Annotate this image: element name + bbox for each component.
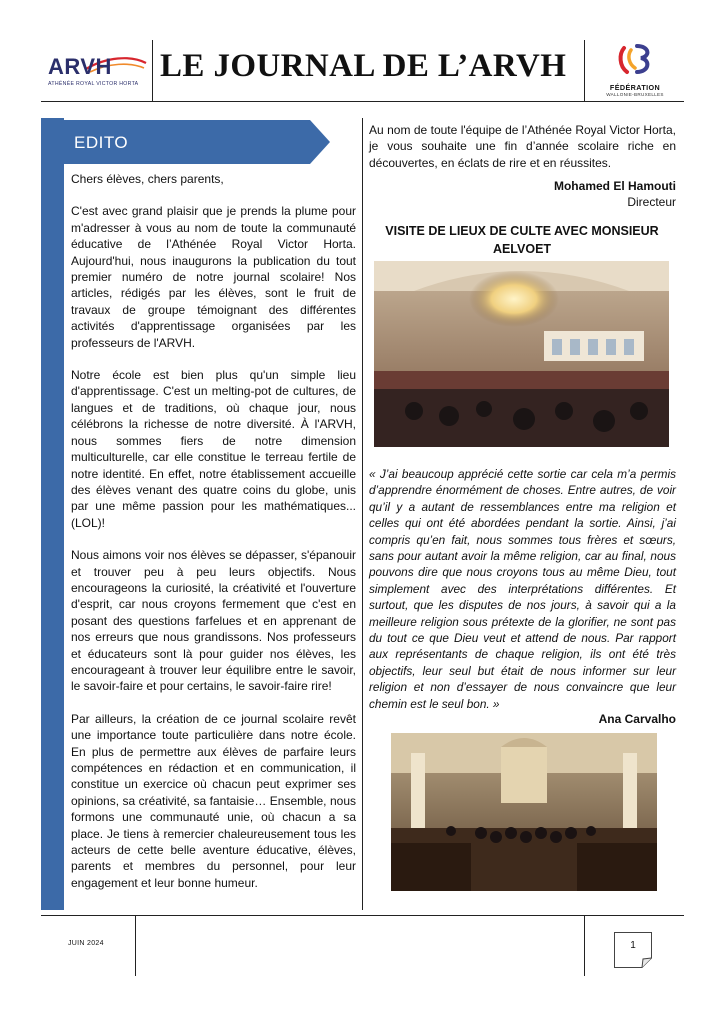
mosque-photo xyxy=(374,261,669,447)
header-rule xyxy=(41,101,684,102)
fwb-logo-subtitle: WALLONIE-BRUXELLES xyxy=(606,92,664,97)
edito-paragraph: Nous aimons voir nos élèves se dépasser, s'épanouir et trouver peu à peu leurs objectifs. Nous encourageons la curiosité, la créativité et l'ouverture d'esprit, car nous croyons fermement que c'est en posant des questions farfelues et en apprenant de nos erreurs que nous grandissons. Nos professeurs et éducateurs sont là pour guider nos élèves, les encourageant à trouver leur équilibre entre le savoir, le savoir-faire et pour certains, le savoir-faire rire! xyxy=(71,548,356,694)
arvh-logo-subtitle: ATHÉNÉE ROYAL VICTOR HORTA xyxy=(48,81,139,87)
signature-name: Mohamed El Hamouti xyxy=(553,179,676,193)
synagogue-photo xyxy=(391,733,657,891)
visit-title: VISITE DE LIEUX DE CULTE AVEC MONSIEUR AELVOET xyxy=(385,224,659,256)
page-number: 1 xyxy=(630,940,636,951)
column-divider xyxy=(362,118,363,910)
edito-paragraph: Par ailleurs, la création de ce journal scolaire revêt une importance toute particulière dans notre école. En plus de permettre aux élèves de parfaire leurs compétences en rédaction et en communication, il constitue un exercice où chacun peut exprimer ses opinions, sa créativité, sa fantaisie… Ensemble, nous formons une communauté unie, où chacun a sa place. Je tiens à remercier chaleureusement tous les acteurs de cette belle aventure éducative, élèves, parents et membres du personnel, pour leur engagement et leur bonne humeur. xyxy=(71,711,356,890)
edito-heading: EDITO xyxy=(74,133,129,152)
edito-closing: Au nom de toute l'équipe de l’Athénée Royal Victor Horta, je vous souhaite une fin d’année scolaire riche en découvertes, en éclats de rire et en réussites. xyxy=(369,123,676,170)
footer-date: JUIN 2024 xyxy=(68,940,104,947)
page-title: LE JOURNAL DE L’ARVH xyxy=(160,48,567,84)
footer-rule xyxy=(41,915,684,916)
edito-body xyxy=(71,171,356,891)
edito-paragraph: Chers élèves, chers parents, xyxy=(71,172,224,186)
footer-divider-left xyxy=(135,916,136,976)
signature-role: Directeur xyxy=(627,195,676,209)
fwb-logo xyxy=(600,42,670,97)
arvh-logo-acronym: ARVH xyxy=(48,54,112,79)
quote-author: Ana Carvalho xyxy=(598,712,676,726)
header-divider-left xyxy=(152,40,153,101)
fwb-logo-name: FÉDÉRATION xyxy=(609,83,661,92)
edito-side-bar xyxy=(41,118,64,910)
edito-paragraph: C'est avec grand plaisir que je prends la plume pour m'adresser à vous au nom de toute la communauté éducative de l’Athénée Royal Victor Horta. Aujourd'hui, nous inaugurons la publication du tout premier numéro de notre journal scolaire! Nos articles, rédigés par les élèves, sont le fruit de travaux de groupe témoignant des différentes activités d'apprentissage organisées par les professeurs de l'ARVH. xyxy=(71,204,356,350)
edito-paragraph: Notre école est bien plus qu'un simple lieu d'apprentissage. C'est un melting-pot de cultures, de langues et de traditions, où chaque jour, nous célébrons la richesse de notre diversité. À l'ARVH, nous sommes fiers de notre dimension multiculturelle, car elle constitue le terreau fertile de notre identité. En effet, notre établissement accueille des élèves venant des quatre coins du globe, unis par une même passion pour les mathématiques... (LOL)! xyxy=(71,368,356,530)
visit-quote: « J’ai beaucoup apprécié cette sortie car cela m’a permis d’apprendre énormément de choses. Entre autres, de voir qu’il y a autant de ressemblances entre ma religion et celles qui ont été abordées pendant la sortie. Ainsi, j’ai compris qu’en fait, nous sommes tous frères et sœurs, sans pour autant avoir la même religion, car au final, nous pouvons dire que nous croyons tous au même Dieu, tout simplement avec des interprétations différentes. Et surtout, que les disputes de nos jours, à savoir qui a la meilleure religion sous prétexte de la glorifier, ne sont pas du tout ce que Dieu veut et attend de nous. Par rapport aux représentants de chaque religion, ils ont été très objectifs, leur seul but était de nous informer sur leur religion et non d’essayer de nous convaincre que leur chemin est le seul bon. » xyxy=(369,467,676,711)
header-divider-right xyxy=(584,40,585,101)
footer-divider-right xyxy=(584,916,585,976)
arvh-logo xyxy=(46,53,150,99)
fwb-logo-mark xyxy=(615,42,655,76)
